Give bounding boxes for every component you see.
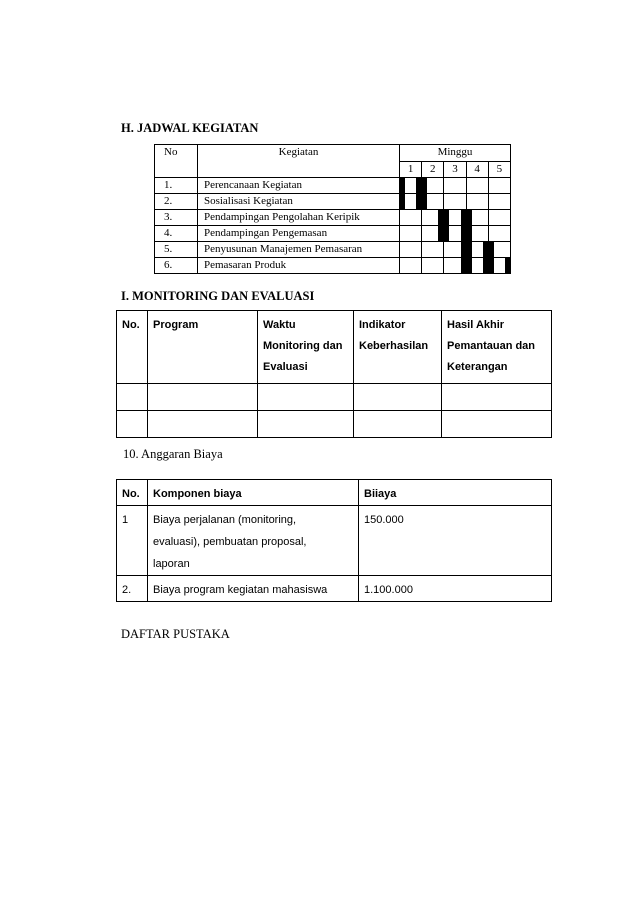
- gantt-bar: [461, 258, 466, 273]
- gantt-cell: [400, 226, 422, 242]
- header-hasil-line3: Keterangan: [447, 361, 508, 373]
- row-activity: Pemasaran Produk: [197, 258, 399, 274]
- gantt-bar: [489, 258, 494, 273]
- budget-header-no: No.: [117, 480, 148, 506]
- gantt-bar: [416, 178, 421, 193]
- empty-cell: [354, 384, 442, 411]
- gantt-bar: [489, 242, 494, 257]
- component-line2: evaluasi), pembuatan proposal,: [153, 536, 307, 548]
- gantt-cell: [444, 194, 466, 210]
- week-3: 3: [444, 162, 466, 178]
- gantt-cell: [488, 226, 510, 242]
- gantt-bar: [400, 178, 405, 193]
- gantt-cell: [400, 210, 422, 226]
- references-heading: DAFTAR PUSTAKA: [121, 627, 230, 641]
- gantt-cell: [444, 210, 466, 226]
- schedule-row: [155, 210, 511, 226]
- empty-cell: [258, 411, 354, 438]
- gantt-bar: [483, 242, 488, 257]
- budget-heading: 10. Anggaran Biaya: [123, 447, 223, 461]
- row-activity: Penyusunan Manajemen Pemasaran: [197, 242, 399, 258]
- col-no-header: No: [155, 145, 198, 178]
- header-hasil: [442, 311, 552, 384]
- empty-cell: [117, 411, 148, 438]
- gantt-cell: [488, 178, 510, 194]
- gantt-bar: [438, 210, 443, 225]
- budget-row: [117, 506, 552, 576]
- monitoring-table: [116, 310, 552, 438]
- header-no: [117, 311, 148, 384]
- budget-header-cost: Biiaya: [359, 480, 552, 506]
- gantt-bar: [467, 258, 472, 273]
- budget-row-cost: 150.000: [359, 506, 552, 576]
- week-5: 5: [488, 162, 510, 178]
- empty-cell: [442, 384, 552, 411]
- empty-cell: [442, 411, 552, 438]
- header-indikator-line2: Keberhasilan: [359, 340, 429, 352]
- gantt-cell: [400, 242, 422, 258]
- schedule-row: [155, 178, 511, 194]
- gantt-cell: [422, 178, 444, 194]
- gantt-cell: [422, 258, 444, 274]
- gantt-bar: [422, 194, 427, 209]
- empty-cell: [117, 384, 148, 411]
- row-no: 4.: [155, 226, 198, 242]
- gantt-bar: [467, 210, 472, 225]
- week-4: 4: [466, 162, 488, 178]
- gantt-cell: [444, 226, 466, 242]
- header-waktu: [258, 311, 354, 384]
- budget-row-component: [148, 506, 359, 576]
- row-no: 6.: [155, 258, 198, 274]
- gantt-cell: [444, 178, 466, 194]
- budget-row-cost: 1.100.000: [359, 576, 552, 602]
- gantt-cell: [422, 210, 444, 226]
- row-activity: Sosialisasi Kegiatan: [197, 194, 399, 210]
- gantt-cell: [466, 194, 488, 210]
- gantt-bar: [461, 226, 466, 241]
- header-indikator: [354, 311, 442, 384]
- gantt-cell: [488, 210, 510, 226]
- gantt-bar: [444, 210, 449, 225]
- header-program-label: Program: [153, 319, 199, 331]
- row-activity: Pendampingan Pengolahan Keripik: [197, 210, 399, 226]
- monitoring-empty-row: [117, 411, 552, 438]
- schedule-row: [155, 226, 511, 242]
- component-line3: laporan: [153, 558, 190, 570]
- gantt-bar: [483, 258, 488, 273]
- schedule-heading: H. JADWAL KEGIATAN: [121, 121, 259, 135]
- gantt-cell: [466, 226, 488, 242]
- gantt-cell: [444, 258, 466, 274]
- row-no: 5.: [155, 242, 198, 258]
- header-waktu-line3: Evaluasi: [263, 361, 308, 373]
- budget-row-component: Biaya program kegiatan mahasiswa: [148, 576, 359, 602]
- gantt-bar: [461, 210, 466, 225]
- gantt-cell: [488, 194, 510, 210]
- gantt-cell: [400, 178, 422, 194]
- week-2: 2: [422, 162, 444, 178]
- gantt-bar: [505, 258, 510, 273]
- empty-cell: [148, 411, 258, 438]
- gantt-bar: [467, 242, 472, 257]
- budget-header-component: Komponen biaya: [148, 480, 359, 506]
- gantt-cell: [466, 178, 488, 194]
- gantt-cell: [466, 210, 488, 226]
- empty-cell: [354, 411, 442, 438]
- empty-cell: [148, 384, 258, 411]
- row-no: 3.: [155, 210, 198, 226]
- budget-table: [116, 479, 552, 602]
- gantt-cell: [422, 226, 444, 242]
- schedule-table: [154, 144, 511, 274]
- budget-row-no: 1: [117, 506, 148, 576]
- gantt-bar: [422, 178, 427, 193]
- row-activity: Pendampingan Pengemasan: [197, 226, 399, 242]
- gantt-cell: [488, 242, 510, 258]
- col-weeks-header: Minggu: [400, 145, 511, 162]
- gantt-bar: [461, 242, 466, 257]
- header-program: [148, 311, 258, 384]
- component-line1: Biaya perjalanan (monitoring,: [153, 514, 297, 526]
- gantt-cell: [466, 242, 488, 258]
- schedule-row: [155, 242, 511, 258]
- gantt-bar: [400, 194, 405, 209]
- gantt-cell: [400, 194, 422, 210]
- gantt-bar: [467, 226, 472, 241]
- gantt-bar: [416, 194, 421, 209]
- week-1: 1: [400, 162, 422, 178]
- budget-header-row: [117, 480, 552, 506]
- monitoring-header-row: [117, 311, 552, 384]
- gantt-cell: [422, 242, 444, 258]
- schedule-header-row: [155, 145, 511, 162]
- gantt-cell: [400, 258, 422, 274]
- schedule-row: [155, 194, 511, 210]
- row-no: 2.: [155, 194, 198, 210]
- empty-cell: [258, 384, 354, 411]
- header-waktu-line1: Waktu: [263, 319, 296, 331]
- col-activity-header: Kegiatan: [197, 145, 399, 178]
- header-hasil-line1: Hasil Akhir: [447, 319, 505, 331]
- monitoring-heading: I. MONITORING DAN EVALUASI: [121, 289, 315, 303]
- row-no: 1.: [155, 178, 198, 194]
- gantt-bar: [444, 226, 449, 241]
- gantt-cell: [488, 258, 510, 274]
- header-indikator-line1: Indikator: [359, 319, 406, 331]
- header-waktu-line2: Monitoring dan: [263, 340, 343, 352]
- gantt-cell: [422, 194, 444, 210]
- gantt-cell: [466, 258, 488, 274]
- gantt-cell: [444, 242, 466, 258]
- budget-row: [117, 576, 552, 602]
- row-activity: Perencanaan Kegiatan: [197, 178, 399, 194]
- header-no-label: No.: [122, 319, 140, 331]
- schedule-row: [155, 258, 511, 274]
- monitoring-empty-row: [117, 384, 552, 411]
- budget-row-no: 2.: [117, 576, 148, 602]
- header-hasil-line2: Pemantauan dan: [447, 340, 536, 352]
- gantt-bar: [438, 226, 443, 241]
